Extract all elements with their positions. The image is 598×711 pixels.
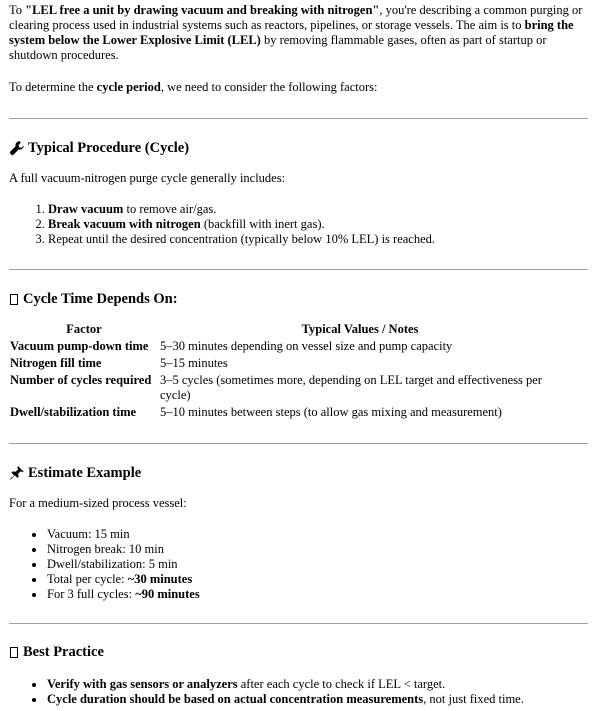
list-item [48,232,588,247]
list-item [47,527,588,542]
best-practice-list [9,677,588,707]
procedure-steps [9,202,588,247]
table-cell-factor: Vacuum pump-down time [10,339,149,353]
list-item [47,677,588,692]
intro-text: To [9,3,26,17]
table-row [9,355,561,372]
step-text: to remove air/gas. [123,202,217,216]
cycle-time-title: Cycle Time Depends On: [23,291,178,307]
missing-glyph-icon [10,647,18,658]
list-item [47,557,588,572]
intro-text: by removing flammable gases, often as part of startup or shutdown procedures. [9,33,547,62]
item-text: after each cycle to check if LEL < target. [237,677,446,691]
estimate-text: For a medium-sized process vessel: [9,496,187,510]
lead-text: To determine the [9,80,97,94]
table-cell-value: 5–15 minutes [160,356,228,370]
step-text: Repeat until the desired concentration (typically below 10% LEL) is reached. [48,232,436,246]
item-text: , not just fixed time. [423,692,524,706]
item-bold: Verify with gas sensors or analyzers [47,677,238,691]
item-text: Dwell/stabilization: 5 min [47,557,178,571]
item-text: Vacuum: 15 min [47,527,130,541]
best-practice-heading [9,643,588,661]
lead-text: , we need to consider the following factors: [160,80,378,94]
table-row [9,404,561,421]
pushpin-icon [9,465,25,481]
section-divider [9,623,588,624]
table-header: Factor [66,322,102,336]
estimate-title: Estimate Example [28,465,142,481]
list-item [47,572,588,587]
section-divider [9,443,588,444]
list-item [47,692,588,707]
item-text: For 3 full cycles: [47,587,136,601]
table-cell-value: 5–10 minutes between steps (to allow gas mixing and measurement) [160,405,502,419]
table-header-row [9,321,561,338]
procedure-text: A full vacuum-nitrogen purge cycle generally includes: [9,171,286,185]
item-text: Total per cycle: [47,572,128,586]
intro-emphasis: bring the system below the Lower Explosive Limit (LEL) [9,18,574,47]
table-cell-factor: Nitrogen fill time [10,356,102,370]
lead-emphasis: cycle period [96,80,161,94]
table-cell-value: 5–30 minutes depending on vessel size and pump capacity [160,339,453,353]
list-item [47,542,588,557]
table-row [9,372,561,404]
list-item [47,587,588,602]
table-cell-factor: Dwell/stabilization time [10,405,137,419]
table-row [9,338,561,355]
cycle-time-heading [9,290,588,308]
step-bold: Break vacuum with nitrogen [48,217,201,231]
table-cell-value: 3–5 cycles (sometimes more, depending on LEL target and effectiveness per cycle) [160,373,542,402]
step-bold: Draw vacuum [48,202,124,216]
table-cell-factor: Number of cycles required [10,373,152,387]
item-text: Nitrogen break: 10 min [47,542,164,556]
intro-text: , you're describing a common purging or clearing process used in industrial systems such as reactors, pipelines, or storage vessels. The aim is to [9,3,583,32]
step-text: (backfill with inert gas). [200,217,325,231]
section-divider [9,269,588,270]
section-divider [9,118,588,119]
estimate-heading [9,464,588,482]
item-bold: ~90 minutes [135,587,200,601]
table-header: Typical Values / Notes [301,322,419,336]
item-bold: ~30 minutes [127,572,193,586]
item-bold: Cycle duration should be based on actual concentration measurements [47,692,424,706]
list-item [48,202,588,217]
intro-quote: "LEL free a unit by drawing vacuum and breaking with nitrogen" [25,3,380,17]
missing-glyph-icon [10,294,18,305]
list-item [48,217,588,232]
wrench-icon [9,140,25,156]
procedure-title: Typical Procedure (Cycle) [28,140,190,156]
lead-paragraph [9,80,588,95]
cycle-time-table [9,321,561,421]
estimate-list [9,527,588,602]
intro-paragraph [9,3,588,63]
best-practice-title: Best Practice [23,644,104,660]
procedure-heading [9,139,588,157]
